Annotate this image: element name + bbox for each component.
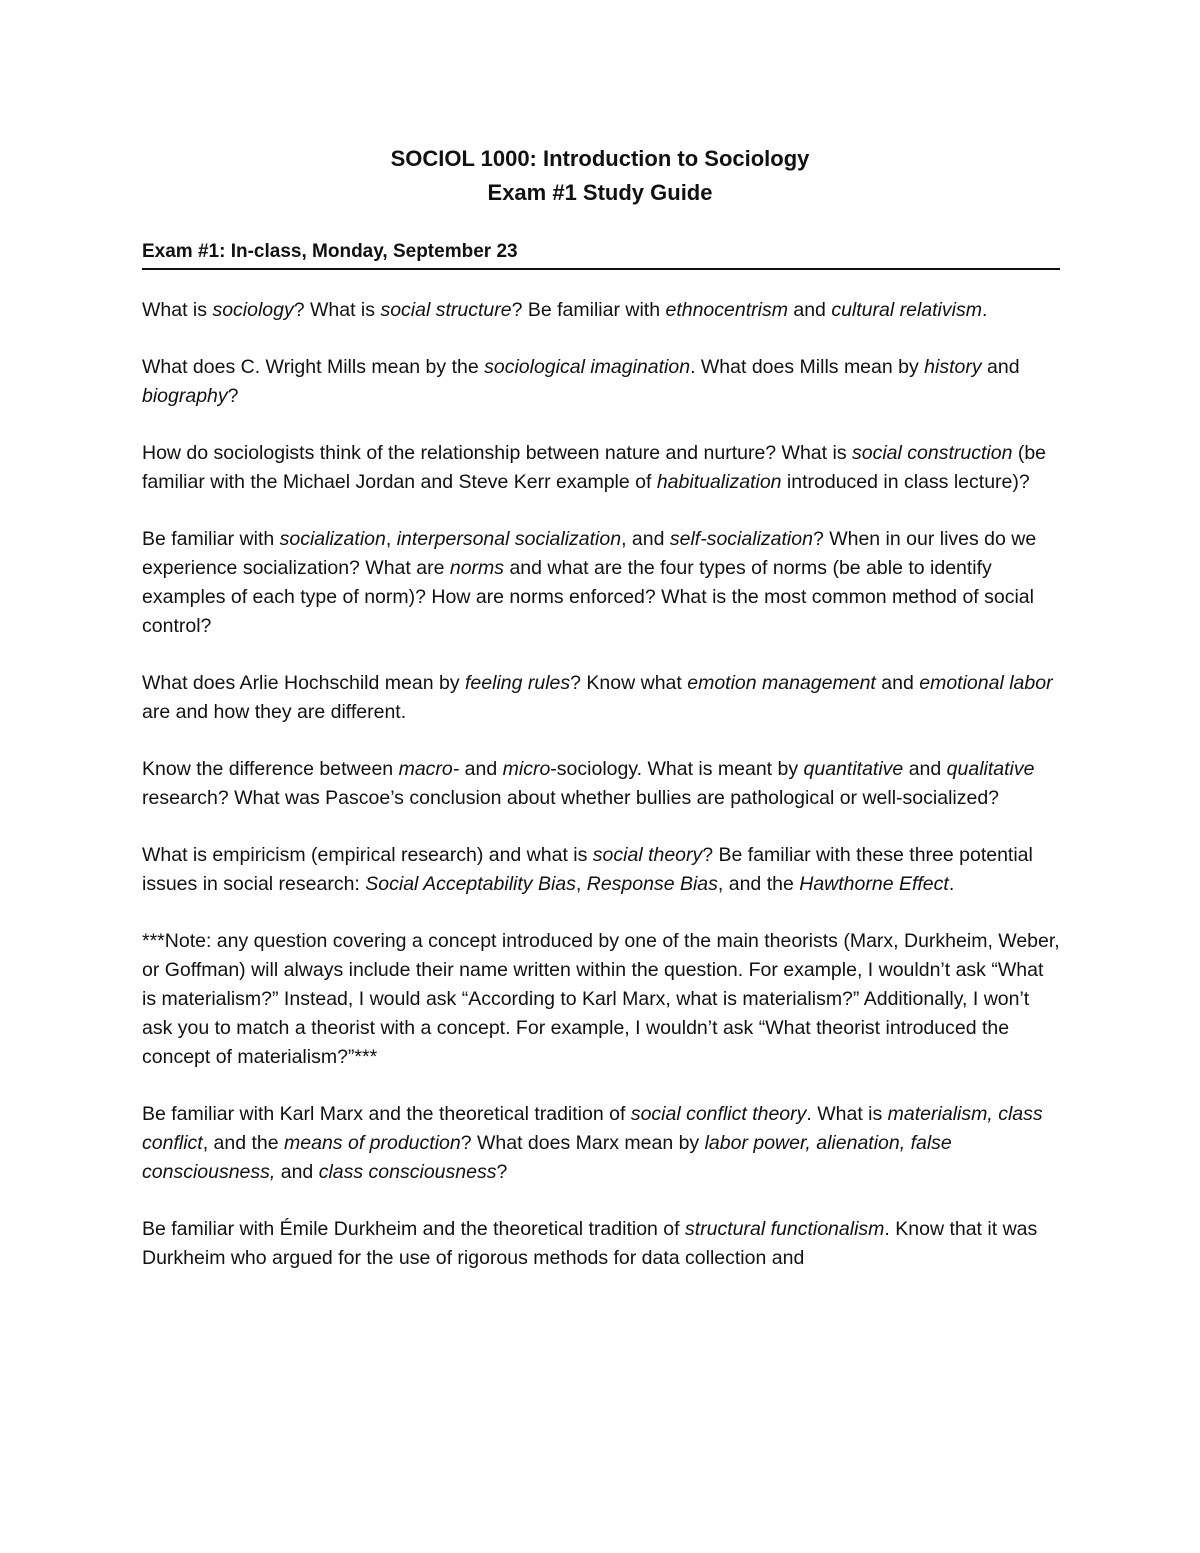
- paragraph-text: introduced in class lecture)?: [781, 471, 1030, 493]
- key-term: cultural relativism: [831, 299, 982, 321]
- paragraph-text: How do sociologists think of the relationship between nature and nurture? What is: [142, 442, 852, 464]
- key-term: micro: [502, 758, 551, 780]
- paragraph-text: What is empiricism (empirical research) and what is: [142, 844, 593, 866]
- paragraph-text: -sociology. What is meant by: [550, 758, 804, 780]
- key-term: feeling rules: [465, 672, 571, 694]
- key-term: Response Bias: [586, 873, 718, 895]
- paragraph-text: ,: [385, 528, 397, 550]
- paragraph-text: are and how they are different.: [142, 701, 407, 723]
- paragraph-text: .: [981, 299, 988, 321]
- paragraph-text: and: [275, 1161, 319, 1183]
- key-term: interpersonal socialization: [396, 528, 622, 550]
- study-question-paragraph: [142, 1100, 1060, 1187]
- paragraph-text: and: [459, 758, 503, 780]
- key-term: social structure: [380, 299, 512, 321]
- key-term: biography: [142, 385, 228, 407]
- study-question-paragraph: [142, 296, 1060, 325]
- key-term: materialism, class conflict: [142, 1103, 1043, 1154]
- key-term: emotional labor: [919, 672, 1053, 694]
- paragraph-text: .: [948, 873, 955, 895]
- key-term: means of production: [284, 1132, 461, 1154]
- study-guide-body: [142, 296, 1060, 1301]
- key-term: Hawthorne Effect: [799, 873, 949, 895]
- paragraph-text: , and: [621, 528, 670, 550]
- key-term: socialization: [279, 528, 386, 550]
- paragraph-text: and: [981, 356, 1020, 378]
- key-term: social conflict theory: [630, 1103, 807, 1125]
- paragraph-text: What is: [142, 299, 213, 321]
- paragraph-text: . What is: [806, 1103, 888, 1125]
- study-question-paragraph: [142, 669, 1060, 727]
- paragraph-text: , and the: [717, 873, 800, 895]
- paragraph-text: Be familiar with Émile Durkheim and the theoretical tradition of: [142, 1218, 685, 1240]
- key-term: sociological imagination: [484, 356, 691, 378]
- study-question-paragraph: [142, 755, 1060, 813]
- key-term: norms: [449, 557, 505, 579]
- key-term: macro-: [398, 758, 460, 780]
- paragraph-text: ?: [496, 1161, 508, 1183]
- paragraph-text: Be familiar with: [142, 528, 280, 550]
- key-term: class consciousness: [318, 1161, 497, 1183]
- study-question-paragraph: [142, 439, 1060, 497]
- key-term: social construction: [852, 442, 1013, 464]
- key-term: qualitative: [946, 758, 1035, 780]
- paragraph-text: ? Know what: [570, 672, 688, 694]
- paragraph-text: . Know that it was Durkheim who argued for the use of rigorous methods for data collection and: [142, 1218, 1038, 1269]
- key-term: history: [924, 356, 982, 378]
- paragraph-text: and: [787, 299, 832, 321]
- study-question-paragraph: [142, 841, 1060, 899]
- paragraph-text: ? Be familiar with: [511, 299, 666, 321]
- key-term: emotion management: [687, 672, 876, 694]
- paragraph-text: Know the difference between: [142, 758, 399, 780]
- study-question-paragraph: [142, 1215, 1060, 1273]
- key-term: Social Acceptability Bias: [365, 873, 576, 895]
- key-term: self-socialization: [669, 528, 813, 550]
- key-term: social theory: [592, 844, 703, 866]
- key-term: ethnocentrism: [665, 299, 788, 321]
- paragraph-text: , and the: [202, 1132, 285, 1154]
- paragraph-text: ? When in our lives do we experience socialization? What are: [142, 528, 1037, 579]
- paragraph-text: and: [875, 672, 920, 694]
- paragraph-text: ?: [227, 385, 239, 407]
- paragraph-text: ,: [575, 873, 587, 895]
- paragraph-text: What does C. Wright Mills mean by the: [142, 356, 485, 378]
- key-term: structural functionalism: [685, 1218, 885, 1240]
- paragraph-text: What does Arlie Hochschild mean by: [142, 672, 465, 694]
- key-term: quantitative: [803, 758, 904, 780]
- paragraph-text: ? Be familiar with these three potential issues in social research:: [142, 844, 1033, 895]
- paragraph-text: Be familiar with Karl Marx and the theoretical tradition of: [142, 1103, 631, 1125]
- study-question-paragraph: [142, 525, 1060, 641]
- title-block: [0, 142, 1200, 210]
- paragraph-text: and what are the four types of norms (be able to identify examples of each type of norm)? How are norms enforced? What is the most common method of social control?: [142, 557, 1034, 637]
- study-question-paragraph: [142, 353, 1060, 411]
- paragraph-text: (be familiar with the Michael Jordan and Steve Kerr example of: [142, 442, 1047, 493]
- study-question-paragraph: [142, 927, 1060, 1072]
- paragraph-text: and: [903, 758, 947, 780]
- key-term: habitualization: [656, 471, 782, 493]
- document-title: SOCIOL 1000: Introduction to Sociology: [390, 146, 810, 171]
- paragraph-text: ***Note: any question covering a concept introduced by one of the main theorists (Marx, Durkheim, Weber, or Goffman) will always include their name written within the question. For example, I wouldn’t ask “What is materialism?” Instead, I would ask “According to Karl Marx, what is materialism?” Additionally, I won’t ask you to match a theorist with a concept. For example, I wouldn’t ask “What theorist introduced the concept of materialism?”***: [142, 930, 1060, 1068]
- paragraph-text: research? What was Pascoe’s conclusion about whether bullies are pathological or well-socialized?: [142, 787, 1000, 809]
- key-term: labor power, alienation, false consciousness,: [142, 1132, 952, 1183]
- document-subtitle: Exam #1 Study Guide: [487, 180, 713, 205]
- paragraph-text: . What does Mills mean by: [690, 356, 925, 378]
- exam-date-header: Exam #1: In-class, Monday, September 23: [142, 238, 1060, 270]
- paragraph-text: ? What does Marx mean by: [460, 1132, 705, 1154]
- paragraph-text: ? What is: [293, 299, 381, 321]
- key-term: sociology: [212, 299, 294, 321]
